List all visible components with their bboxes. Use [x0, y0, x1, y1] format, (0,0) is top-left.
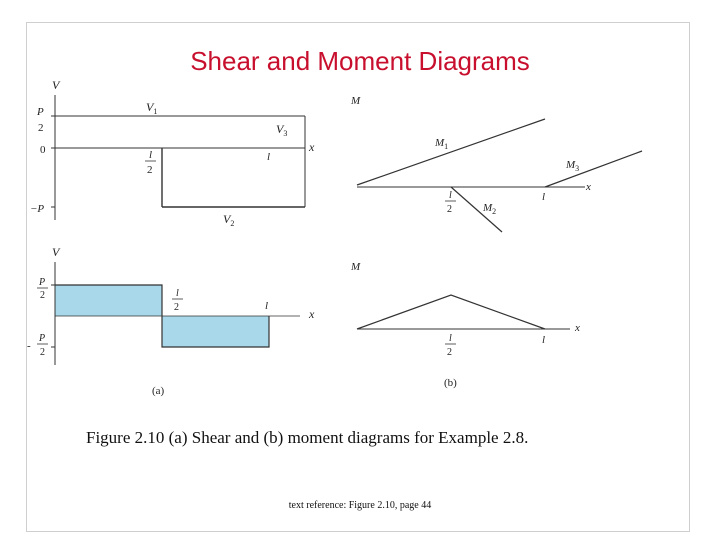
l-half-numerator-mtop: l	[449, 190, 452, 201]
x-label-moment-bottom: x	[575, 322, 580, 334]
l-half-denominator-mbottom: 2	[447, 347, 452, 358]
minus-sign-bottom: -	[27, 340, 31, 352]
moment-diagram-bottom	[350, 261, 580, 389]
v1-label: $V_1$	[146, 100, 158, 116]
l-label-bottom: l	[265, 300, 269, 312]
l-half-denominator-mtop: 2	[447, 204, 452, 215]
minus-p-label: −P	[30, 203, 45, 215]
x-label-moment-top: x	[586, 181, 591, 193]
text-reference: text reference: Figure 2.10, page 44	[288, 500, 432, 511]
two-label-top: 2	[38, 122, 44, 134]
m-axis-label-bottom: M	[351, 261, 361, 273]
shear-diagram-bottom	[27, 245, 315, 397]
m1-line	[357, 119, 545, 185]
l-label-top: l	[267, 151, 271, 163]
panel-b-label: (b)	[444, 377, 457, 389]
l-half-numerator-top: l	[149, 149, 153, 161]
panel-a-label: (a)	[152, 385, 165, 397]
l-half-denominator-bottom: 2	[174, 302, 179, 313]
moment-diagram-top	[350, 95, 642, 232]
l-label-mbottom: l	[542, 334, 546, 346]
positive-shear-area	[55, 285, 162, 316]
x-label-top: x	[309, 140, 315, 154]
l-half-numerator-mbottom: l	[449, 333, 452, 344]
m1-label: $M_1$	[435, 137, 449, 151]
m3-label: $M_3$	[566, 159, 580, 173]
moment-triangle	[357, 295, 545, 329]
two-label-bottom: 2	[40, 290, 45, 301]
p-label-bottom: P	[39, 277, 46, 288]
l-half-numerator-bottom: l	[176, 288, 179, 299]
negative-shear-area	[162, 316, 269, 347]
v-axis-label-bottom: V	[52, 245, 60, 259]
two-label-neg: 2	[40, 347, 45, 358]
m-axis-label-top: M	[351, 95, 361, 107]
p-label-neg: P	[39, 333, 46, 344]
v3-label: $V_3$	[276, 122, 288, 138]
l-label-mtop: l	[542, 191, 546, 203]
shear-diagram-top	[30, 78, 315, 228]
l-half-denominator-top: 2	[147, 164, 153, 176]
m3-line	[545, 151, 642, 187]
m2-label: $M_2$	[483, 202, 497, 216]
x-label-bottom: x	[309, 307, 315, 321]
figure-caption: Figure 2.10 (a) Shear and (b) moment diagrams for Example 2.8.	[86, 428, 529, 447]
v2-label: $V_2$	[223, 212, 235, 228]
zero-label: 0	[40, 144, 46, 156]
slide-title: Shear and Moment Diagrams	[190, 46, 530, 76]
v-axis-label-top: V	[52, 78, 60, 92]
p-label-top: P	[37, 106, 44, 118]
